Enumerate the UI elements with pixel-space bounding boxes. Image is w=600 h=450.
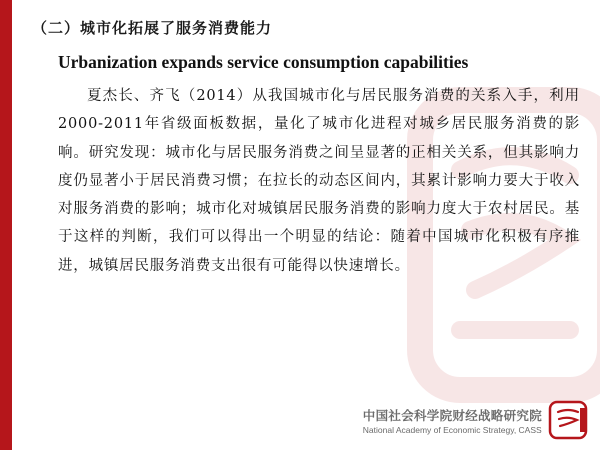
institution-name-block xyxy=(363,406,542,435)
institution-logo xyxy=(363,400,588,440)
institution-name-en: National Academy of Economic Strategy, CASS xyxy=(362,424,542,435)
body-paragraph: 夏杰长、齐飞（2014）从我国城市化与居民服务消费的关系入手，利用2000-2011年省级面板数据，量化了城市化进程对城乡居民服务消费的影响。研究发现：城市化与居民服务消费之间呈显著的正相关关系，但其影响力度仍显著小于居民消费习惯；在拉长的动态区间内，其累计影响力要大于收入对服务消费的影响；城市化对城镇居民服务消费的影响力度大于农村居民。基于这样的判断，我们可以得出一个明显的结论：随着中国城市化积极有序推进，城镇居民服务消费支出很有可能得以快速增长。 xyxy=(58,88,580,274)
english-title: Urbanization expands service consumption capabilities xyxy=(58,52,469,72)
naes-seal-icon xyxy=(548,400,588,440)
accent-bar xyxy=(0,0,12,450)
section-title: （二）城市化拓展了服务消费能力 xyxy=(32,19,273,37)
institution-name-cn: 中国社会科学院财经战略研究院 xyxy=(362,407,542,423)
